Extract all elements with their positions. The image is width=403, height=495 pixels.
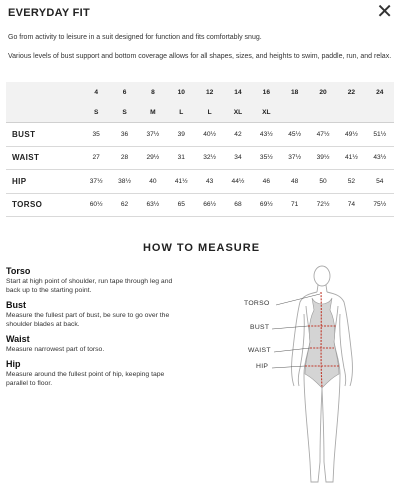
table-cell: 42 — [224, 123, 252, 147]
table-cell: 37½ — [281, 146, 309, 170]
table-cell: 68 — [224, 193, 252, 217]
table-row-bust — [6, 123, 394, 147]
size-cell: 16 — [252, 82, 280, 102]
table-cell: 31 — [167, 146, 195, 170]
table-cell: 40 — [139, 170, 167, 194]
table-cell: 60½ — [82, 193, 110, 217]
letter-size-cell: XL — [252, 102, 280, 123]
measurement-figure — [228, 262, 398, 487]
letter-size-cell — [366, 102, 394, 123]
waist-text: Measure narrowest part of torso. — [6, 346, 105, 353]
letter-size-cell — [281, 102, 309, 123]
waist-label: WAIST — [248, 347, 271, 354]
swimsuit-shape — [305, 298, 339, 388]
table-cell: 35 — [82, 123, 110, 147]
header-corner — [6, 102, 82, 123]
hip-heading: Hip — [6, 359, 21, 369]
letter-size-cell: L — [195, 102, 223, 123]
intro-paragraph-2: Various levels of bust support and bottom coverage allows for all shapes, sizes, and heights to swim, paddle, run, and relax. — [8, 52, 392, 60]
row-label: HIP — [6, 170, 82, 194]
table-cell: 51½ — [366, 123, 394, 147]
letter-size-cell: S — [110, 102, 138, 123]
close-icon[interactable]: ✕ — [376, 1, 393, 23]
table-cell: 27 — [82, 146, 110, 170]
table-cell: 72½ — [309, 193, 337, 217]
table-cell: 48 — [281, 170, 309, 194]
table-cell: 28 — [110, 146, 138, 170]
table-row-hip — [6, 170, 394, 194]
table-cell: 40½ — [195, 123, 223, 147]
table-cell: 34 — [224, 146, 252, 170]
letter-size-cell: S — [82, 102, 110, 123]
waist-heading: Waist — [6, 334, 30, 344]
table-cell: 45½ — [281, 123, 309, 147]
table-cell: 39 — [167, 123, 195, 147]
size-cell: 24 — [366, 82, 394, 102]
table-cell: 29½ — [139, 146, 167, 170]
size-cell: 4 — [82, 82, 110, 102]
table-cell: 62 — [110, 193, 138, 217]
letter-size-cell — [309, 102, 337, 123]
bust-heading: Bust — [6, 300, 26, 310]
size-cell: 8 — [139, 82, 167, 102]
table-cell: 74 — [337, 193, 365, 217]
torso-heading: Torso — [6, 266, 31, 276]
row-label: WAIST — [6, 146, 82, 170]
table-cell: 63½ — [139, 193, 167, 217]
torso-text: Start at high point of shoulder, run tape through leg and back up to the starting point. — [6, 278, 173, 294]
torso-label: TORSO — [244, 300, 270, 307]
table-row-torso — [6, 193, 394, 217]
table-cell: 69½ — [252, 193, 280, 217]
table-cell: 66½ — [195, 193, 223, 217]
table-cell: 50 — [309, 170, 337, 194]
size-cell: 6 — [110, 82, 138, 102]
hip-text: Measure around the fullest point of hip, keeping tape parallel to floor. — [6, 371, 165, 387]
waist-leader-line — [274, 348, 310, 352]
measure-instructions — [6, 267, 186, 394]
table-cell: 37½ — [82, 170, 110, 194]
table-row-waist — [6, 146, 394, 170]
size-cell: 10 — [167, 82, 195, 102]
how-to-measure-title: HOW TO MEASURE — [142, 242, 261, 254]
table-cell: 47½ — [309, 123, 337, 147]
letter-size-cell — [337, 102, 365, 123]
intro-text — [8, 33, 393, 70]
table-cell: 43 — [195, 170, 223, 194]
table-cell: 49½ — [337, 123, 365, 147]
table-cell: 65 — [167, 193, 195, 217]
table-cell: 38½ — [110, 170, 138, 194]
table-cell: 44½ — [224, 170, 252, 194]
table-cell: 43½ — [366, 146, 394, 170]
row-label: BUST — [6, 123, 82, 147]
table-cell: 37½ — [139, 123, 167, 147]
letter-size-cell: M — [139, 102, 167, 123]
body-outline-illustration — [228, 262, 398, 487]
bust-text: Measure the fullest part of bust, be sure to go over the shoulder blades at back. — [6, 312, 170, 328]
table-cell: 32½ — [195, 146, 223, 170]
size-cell: 18 — [281, 82, 309, 102]
row-label: TORSO — [6, 193, 82, 217]
letter-size-row — [6, 102, 394, 123]
table-cell: 41½ — [167, 170, 195, 194]
page-title: EVERYDAY FIT — [8, 7, 91, 19]
size-cell: 22 — [337, 82, 365, 102]
table-cell: 41½ — [337, 146, 365, 170]
table-cell: 43½ — [252, 123, 280, 147]
size-cell: 12 — [195, 82, 223, 102]
size-cell: 20 — [309, 82, 337, 102]
numeric-size-row — [6, 82, 394, 102]
hip-label: HIP — [256, 363, 269, 370]
table-cell: 75½ — [366, 193, 394, 217]
table-cell: 52 — [337, 170, 365, 194]
table-cell: 71 — [281, 193, 309, 217]
size-cell: 14 — [224, 82, 252, 102]
size-chart-table — [6, 82, 394, 217]
bust-label: BUST — [250, 324, 270, 331]
table-cell: 36 — [110, 123, 138, 147]
table-cell: 54 — [366, 170, 394, 194]
intro-paragraph-1: Go from activity to leisure in a suit designed for function and fits comfortably snug. — [8, 34, 262, 41]
letter-size-cell: XL — [224, 102, 252, 123]
letter-size-cell: L — [167, 102, 195, 123]
table-cell: 39½ — [309, 146, 337, 170]
table-cell: 46 — [252, 170, 280, 194]
header-corner — [6, 82, 82, 102]
bust-leader-line — [272, 326, 308, 329]
table-cell: 35½ — [252, 146, 280, 170]
